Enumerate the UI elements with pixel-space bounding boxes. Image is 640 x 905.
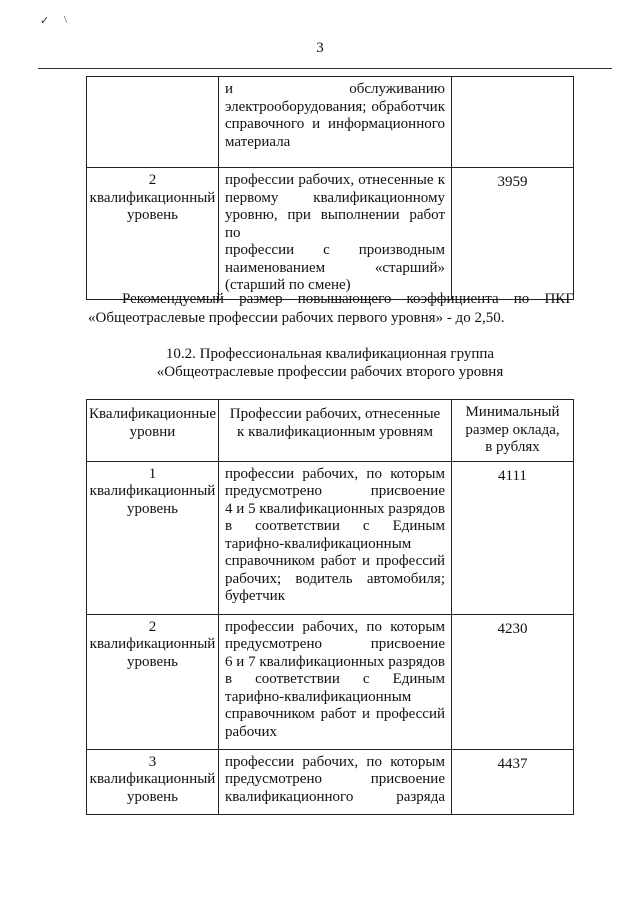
level-number: 1 (148, 465, 157, 482)
professions-line: рабочих (225, 723, 277, 740)
header-text: Минимальный (465, 404, 560, 420)
professions-line: материала (225, 133, 291, 150)
level-label: квалификационный (89, 771, 216, 787)
level-label: квалификационный (89, 189, 216, 206)
header-text: Профессии рабочих, отнесенные (229, 406, 441, 422)
level-label: квалификационный (89, 483, 216, 499)
professions-cell (219, 77, 452, 168)
level-cell (87, 168, 219, 300)
professions-line: профессии с производным (225, 242, 445, 258)
professions-line: справочного и информационного (225, 116, 445, 132)
level-number: 2 (148, 618, 157, 635)
salary-cell (452, 77, 574, 168)
header-salary (452, 400, 574, 462)
header-rule (38, 68, 612, 69)
header-text: Квалификационные (89, 406, 217, 422)
professions-line: справочником работ и профессий (225, 706, 445, 722)
qualification-table (86, 399, 574, 815)
table-row (87, 749, 574, 814)
professions-cell (219, 168, 452, 300)
section-heading-line: 10.2. Профессиональная квалификационная группа (165, 346, 495, 362)
header-text: уровни (129, 423, 176, 440)
professions-line: первому квалификационному (225, 189, 445, 206)
professions-line: квалификационного разряда (225, 788, 445, 805)
professions-line: справочником работ и профессий (225, 553, 445, 569)
professions-line: в соответствии с Единым (225, 518, 445, 534)
table-header-row (87, 400, 574, 462)
level-cell (87, 749, 219, 814)
level-label: уровень (126, 788, 179, 805)
salary-cell: 4111 (452, 461, 574, 614)
professions-line: 6 и 7 квалификационных разрядов (225, 653, 445, 670)
level-number: 2 (148, 172, 157, 188)
professions-line: наименованием «старший» (225, 259, 445, 276)
header-text: размер оклада, (465, 421, 560, 438)
level-label: уровень (126, 207, 179, 223)
professions-line: предусмотрено присвоение (225, 771, 445, 787)
professions-cell (219, 614, 452, 749)
professions-line: (старший по смене) (225, 277, 351, 293)
professions-line: 4 и 5 квалификационных разрядов (225, 500, 445, 517)
scan-speck: \ (64, 14, 68, 26)
page-number: 3 (316, 40, 324, 56)
professions-line: профессии рабочих, отнесенные к (225, 172, 445, 188)
header-professions (219, 400, 452, 462)
salary-cell: 4437 (452, 749, 574, 814)
professions-cell (219, 749, 452, 814)
professions-line: профессии рабочих, по которым (225, 753, 445, 770)
professions-line: профессии рабочих, по которым (225, 618, 445, 635)
section-heading (86, 345, 574, 381)
level-label: квалификационный (89, 636, 216, 652)
level-cell (87, 614, 219, 749)
professions-line: тарифно-квалификационным (225, 535, 412, 552)
professions-line: и обслуживанию (225, 81, 445, 97)
header-levels (87, 400, 219, 462)
salary-cell: 4230 (452, 614, 574, 749)
header-text: в рублях (485, 439, 540, 455)
table-row (87, 77, 574, 168)
table-row (87, 461, 574, 614)
professions-line: предусмотрено присвоение (225, 483, 445, 499)
level-label: уровень (126, 653, 179, 670)
professions-line: уровню, при выполнении работ по (225, 207, 445, 241)
professions-line: предусмотрено присвоение (225, 636, 445, 652)
professions-cell (219, 461, 452, 614)
professions-line: профессии рабочих, по которым (225, 465, 445, 482)
salary-cell: 3959 (452, 168, 574, 300)
professions-line: в соответствии с Единым (225, 671, 445, 687)
coefficient-paragraph: Рекомендуемый размер повышающего коэффициента по ПКГ «Общеотраслевые профессии рабочих первого уровня» - до 2,50. (88, 291, 574, 326)
level-cell (87, 77, 219, 168)
level-cell (87, 461, 219, 614)
header-text: к квалификационным уровням (237, 423, 433, 440)
table-row (87, 168, 574, 300)
level-number: 3 (148, 753, 157, 770)
professions-line: электрооборудования; обработчик (225, 98, 445, 115)
scan-speck: ✓ (40, 15, 50, 27)
level-label: уровень (126, 500, 179, 517)
table-row (87, 614, 574, 749)
professions-line: буфетчик (225, 588, 285, 604)
professions-line: рабочих; водитель автомобиля; (225, 570, 445, 587)
professions-line: тарифно-квалификационным (225, 688, 412, 705)
table-continued (86, 76, 574, 300)
section-heading-line: «Общеотраслевые профессии рабочих второго уровня (156, 364, 504, 380)
